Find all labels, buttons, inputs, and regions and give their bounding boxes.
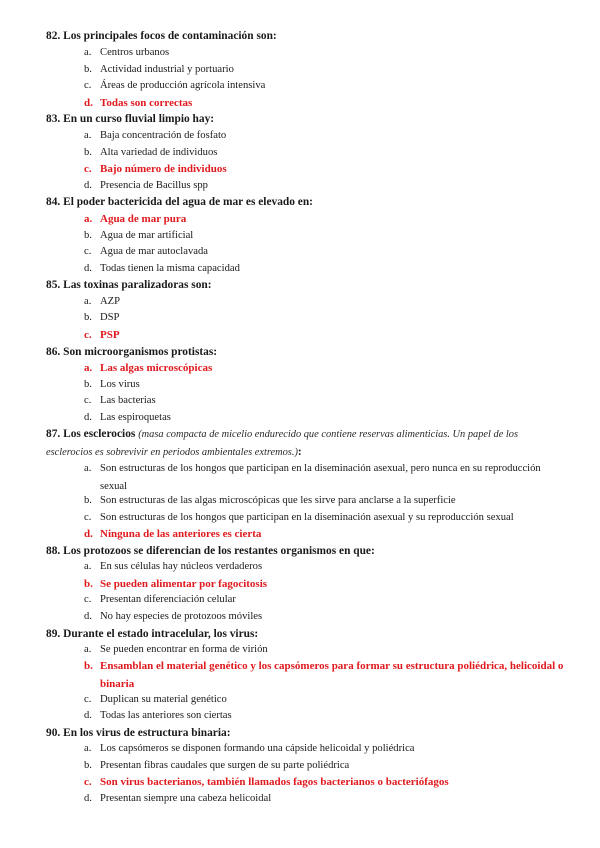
question-number: 89. (46, 628, 61, 640)
option-text: Agua de mar autoclavada (100, 246, 208, 257)
option-letter: d. (84, 611, 92, 622)
option-text: PSP (100, 329, 120, 341)
option-letter: a. (84, 561, 92, 572)
option-letter: c. (84, 594, 92, 605)
option-text: Áreas de producción agrícola intensiva (100, 80, 266, 91)
option-text: Bajo número de individuos (100, 163, 227, 175)
option-82b (84, 62, 566, 79)
option-letter: c. (84, 395, 92, 406)
option-letter: c. (84, 329, 92, 341)
option-87c (84, 510, 566, 527)
option-text: No hay especies de protozoos móviles (100, 611, 263, 622)
option-84c (84, 244, 566, 261)
option-letter: c. (84, 163, 92, 175)
option-letter: d. (84, 180, 92, 191)
option-82d-correct (84, 95, 566, 112)
option-85b (84, 310, 566, 327)
option-text: Son virus bacterianos, también llamados fagos bacterianos o bacteriófagos (100, 776, 449, 788)
option-letter: d. (84, 97, 93, 109)
option-letter: c. (84, 694, 92, 705)
question-number: 88. (46, 545, 61, 557)
question-text: El poder bactericida del agua de mar es elevado en: (63, 196, 313, 208)
option-text: Centros urbanos (100, 47, 170, 58)
option-letter: d. (84, 263, 92, 274)
question-89 (46, 626, 566, 643)
option-88a (84, 559, 566, 576)
question-text: Durante el estado intracelular, los virus: (63, 628, 259, 640)
option-89a (84, 642, 566, 659)
option-90d (84, 791, 566, 808)
option-text: Se pueden encontrar en forma de virión (100, 644, 268, 655)
question-90 (46, 725, 566, 742)
option-86b (84, 377, 566, 394)
option-90a (84, 741, 566, 758)
question-text: Las toxinas paralizadoras son: (63, 279, 212, 291)
option-letter: a. (84, 130, 92, 141)
option-text: Son estructuras de los hongos que participan en la diseminación asexual, pero nunca en su reproducción sexual (100, 463, 541, 492)
question-88 (46, 543, 566, 560)
option-letter: c. (84, 512, 92, 523)
option-87d-correct (84, 526, 566, 543)
option-text: En sus células hay núcleos verdaderos (100, 561, 263, 572)
option-letter: a. (84, 743, 92, 754)
option-text: Duplican su material genético (100, 694, 227, 705)
option-text: Se pueden alimentar por fagocitosis (100, 578, 268, 590)
option-text: Agua de mar artificial (100, 230, 194, 241)
option-89c (84, 692, 566, 709)
option-letter: b. (84, 312, 92, 323)
option-text: Presentan fibras caudales que surgen de su parte poliédrica (100, 760, 350, 771)
option-letter: b. (84, 64, 92, 75)
question-number: 90. (46, 727, 61, 739)
option-text: Agua de mar pura (100, 213, 187, 225)
question-text: En los virus de estructura binaria: (63, 727, 231, 739)
option-letter: d. (84, 793, 92, 804)
option-90b (84, 758, 566, 775)
option-letter: d. (84, 528, 93, 540)
option-letter: c. (84, 246, 92, 257)
option-84d (84, 261, 566, 278)
question-82 (46, 28, 566, 45)
option-88d (84, 609, 566, 626)
option-letter: a. (84, 644, 92, 655)
option-text: Las bacterias (100, 395, 156, 406)
option-82c (84, 78, 566, 95)
question-text: En un curso fluvial limpio hay: (63, 113, 215, 125)
question-text: Los principales focos de contaminación son: (63, 30, 277, 42)
option-text: Alta variedad de individuos (100, 147, 218, 158)
option-text: DSP (100, 312, 120, 323)
option-85a (84, 294, 566, 311)
option-86d (84, 410, 566, 427)
option-text: Los virus (100, 379, 140, 390)
option-letter: d. (84, 412, 92, 423)
option-letter: a. (84, 47, 92, 58)
option-letter: b. (84, 495, 92, 506)
question-number: 83. (46, 113, 61, 125)
option-90c-correct (84, 774, 566, 791)
option-text: AZP (100, 296, 121, 307)
question-number: 82. (46, 30, 61, 42)
option-text: Son estructuras de los hongos que participan en la diseminación asexual y su reproducción sexual (100, 512, 514, 523)
option-text: Presentan diferenciación celular (100, 594, 236, 605)
option-89b-correct (84, 658, 566, 694)
option-88b-correct (84, 576, 566, 593)
option-text: Todas las anteriores son ciertas (100, 710, 232, 721)
option-82a (84, 45, 566, 62)
question-84 (46, 194, 566, 211)
question-86 (46, 344, 566, 361)
question-number: 87. (46, 428, 61, 440)
option-letter: b. (84, 230, 92, 241)
option-83d (84, 178, 566, 195)
option-text: Actividad industrial y portuario (100, 64, 234, 75)
option-84a-correct (84, 211, 566, 228)
option-text: Baja concentración de fosfato (100, 130, 227, 141)
option-letter: b. (84, 578, 93, 590)
option-letter: b. (84, 660, 93, 672)
option-letter: a. (84, 213, 93, 225)
option-letter: b. (84, 147, 92, 158)
option-85c-correct (84, 327, 566, 344)
option-text: Las espiroquetas (100, 412, 171, 423)
option-text: Ensamblan el material genético y los capsómeros para formar su estructura poliédrica, helicoidal o binaria (100, 660, 564, 690)
option-letter: c. (84, 80, 92, 91)
option-text: Los capsómeros se disponen formando una cápside helicoidal y poliédrica (100, 743, 415, 754)
question-text: Los protozoos se diferencian de los restantes organismos en que: (63, 545, 375, 557)
option-letter: c. (84, 776, 92, 788)
question-83 (46, 111, 566, 128)
question-text: Son microorganismos protistas: (63, 346, 218, 358)
question-text: Los esclerocios (63, 428, 136, 440)
option-text: Las algas microscópicas (100, 362, 213, 374)
option-83a (84, 128, 566, 145)
question-suffix: : (297, 445, 302, 458)
option-83b (84, 145, 566, 162)
option-87a (84, 460, 566, 496)
option-88c (84, 592, 566, 609)
option-86c (84, 393, 566, 410)
question-number: 85. (46, 279, 61, 291)
option-letter: d. (84, 710, 92, 721)
option-84b (84, 228, 566, 245)
option-text: Todas tienen la misma capacidad (100, 263, 240, 274)
question-87 (46, 426, 566, 461)
option-text: Presentan siempre una cabeza helicoidal (100, 793, 272, 804)
option-letter: a. (84, 362, 93, 374)
option-text: Todas son correctas (100, 97, 193, 109)
question-note: (masa compacta de micelio endurecido que contiene reservas alimenticias. Un papel de los esclerocios es sobrevivir en periodos ambientales extremos.) (46, 429, 519, 458)
option-text: Ninguna de las anteriores es cierta (100, 528, 262, 540)
option-letter: a. (84, 463, 92, 474)
question-85 (46, 277, 566, 294)
option-text: Presencia de Bacillus spp (100, 180, 208, 191)
question-number: 86. (46, 346, 61, 358)
option-87b (84, 493, 566, 510)
option-89d (84, 708, 566, 725)
option-text: Son estructuras de las algas microscópicas que les sirve para anclarse a la superficie (100, 495, 456, 506)
option-letter: a. (84, 296, 92, 307)
option-83c-correct (84, 161, 566, 178)
option-letter: b. (84, 379, 92, 390)
option-letter: b. (84, 760, 92, 771)
option-86a-correct (84, 360, 566, 377)
question-number: 84. (46, 196, 61, 208)
